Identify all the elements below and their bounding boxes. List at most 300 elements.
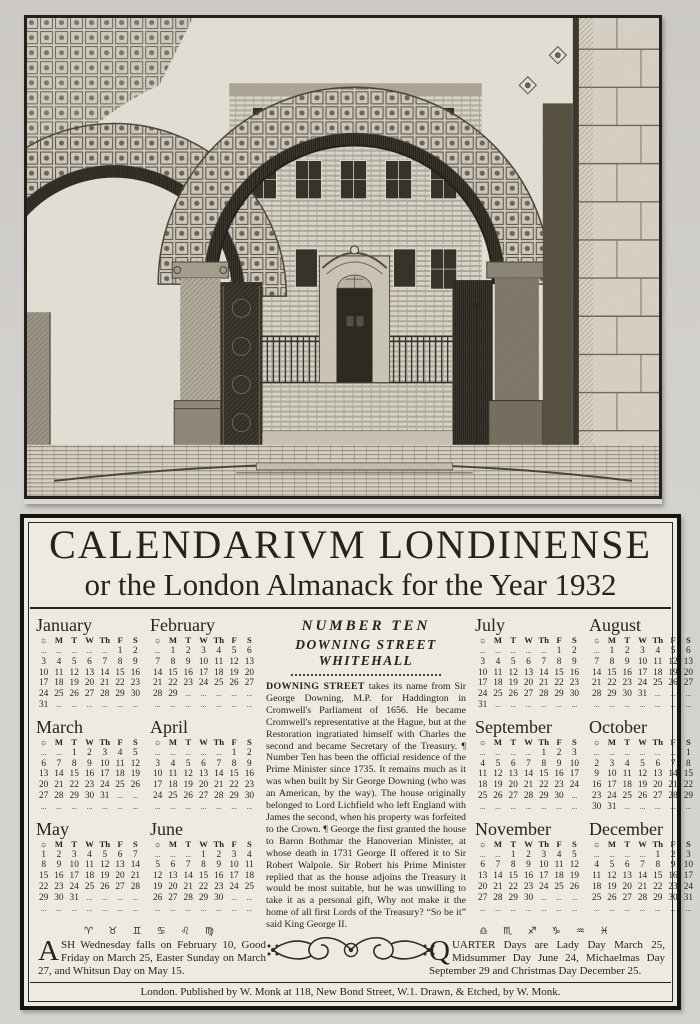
day-cell: ... xyxy=(495,849,501,859)
day-cell: 6 xyxy=(117,849,123,860)
day-cell: ... xyxy=(571,892,578,902)
weekday-header: W xyxy=(638,736,647,747)
day-cell: 31 xyxy=(38,699,49,710)
day-cell: 29 xyxy=(508,892,518,903)
weekday-header: T xyxy=(71,635,78,645)
weekday-header: ☼ xyxy=(39,635,48,645)
day-cell: ... xyxy=(525,801,532,811)
weekday-header: Th xyxy=(99,736,111,747)
day-cell: 12 xyxy=(229,656,239,667)
article-lead: DOWNING STREET xyxy=(266,681,365,692)
day-cell: 11 xyxy=(168,769,178,780)
day-cell: 29 xyxy=(683,790,693,801)
day-cell: 29 xyxy=(38,892,49,903)
day-cell: ... xyxy=(200,747,207,757)
day-cell: 6 xyxy=(655,758,661,769)
day-cell: 7 xyxy=(541,656,547,667)
weekday-header: Th xyxy=(213,635,225,645)
day-cell: 24 xyxy=(683,881,693,892)
day-cell: 16 xyxy=(130,667,140,678)
weekday-header-row xyxy=(589,635,696,646)
day-cell: 10 xyxy=(683,860,693,871)
day-cell: 21 xyxy=(130,871,140,882)
weekday-header: M xyxy=(493,635,502,645)
day-cell: ... xyxy=(670,689,676,699)
month-block xyxy=(150,616,257,711)
day-cell: 1 xyxy=(556,646,562,656)
day-cell: 17 xyxy=(152,780,163,791)
day-cell: 22 xyxy=(198,881,209,892)
day-cell: 6 xyxy=(201,758,206,769)
day-cell: 9 xyxy=(133,656,138,667)
weekday-header-row xyxy=(589,839,696,850)
day-cell: 7 xyxy=(185,860,191,871)
weekday-header: S xyxy=(246,635,252,645)
day-cell: ... xyxy=(40,646,47,655)
weekday-header-row xyxy=(150,635,257,646)
weekday-header: M xyxy=(54,736,63,747)
day-cell: ... xyxy=(495,801,501,811)
weekday-header: F xyxy=(556,736,562,747)
day-cell: ... xyxy=(132,903,139,913)
weekday-header: F xyxy=(231,838,237,849)
weekday-header: F xyxy=(670,736,676,747)
day-cell: ... xyxy=(215,689,222,699)
day-cell: 2 xyxy=(216,849,222,860)
day-cell: 31 xyxy=(69,892,79,903)
day-cell: 1 xyxy=(609,646,615,656)
title-block xyxy=(30,518,671,609)
day-cell: 1 xyxy=(686,747,691,758)
weekday-header-row xyxy=(36,839,143,850)
day-cell: 24 xyxy=(539,881,549,892)
weekday-header: Th xyxy=(99,838,111,849)
day-cell: 24 xyxy=(607,790,617,801)
day-cell: 2 xyxy=(133,646,138,656)
day-cell: 28 xyxy=(591,689,602,700)
month-block xyxy=(36,718,143,813)
day-cell: 17 xyxy=(69,871,79,882)
day-cell: 17 xyxy=(569,769,579,780)
day-cell: 23 xyxy=(622,678,632,689)
month-name: November xyxy=(475,818,551,839)
day-cell: ... xyxy=(170,699,176,709)
day-cell: 20 xyxy=(38,780,49,791)
day-cell: 25 xyxy=(244,881,254,892)
downing-street-etching xyxy=(24,15,662,499)
day-cell: 13 xyxy=(508,769,518,780)
day-cell: ... xyxy=(670,801,676,811)
day-cell: 19 xyxy=(607,881,617,892)
day-cell: ... xyxy=(231,689,237,699)
day-cell: ... xyxy=(571,699,578,709)
day-cell: 5 xyxy=(572,849,577,860)
weekday-header: S xyxy=(132,635,138,645)
day-cell: ... xyxy=(639,849,646,859)
day-cell: 28 xyxy=(668,790,678,801)
weekday-header: W xyxy=(524,635,533,645)
day-cell: ... xyxy=(86,892,93,902)
dropcap-q: Q xyxy=(429,935,450,967)
weekday-header: F xyxy=(117,635,123,645)
day-cell: 19 xyxy=(668,667,678,678)
day-cell: ... xyxy=(185,689,192,699)
day-cell: 15 xyxy=(607,667,617,678)
day-cell: 8 xyxy=(201,860,206,871)
day-cell: 27 xyxy=(244,678,254,689)
day-cell: 26 xyxy=(152,892,163,903)
day-cell: 17 xyxy=(38,678,49,689)
page-subtitle: or the London Almanack for the Year 1932 xyxy=(84,567,617,602)
day-cell: 23 xyxy=(244,780,254,791)
day-cell: 17 xyxy=(637,667,648,678)
day-cell: 29 xyxy=(168,689,178,700)
day-cell: ... xyxy=(495,747,501,757)
weekday-header: Th xyxy=(538,635,550,645)
day-cell: 1 xyxy=(231,747,237,758)
day-cell: 28 xyxy=(214,790,224,801)
day-cell: ... xyxy=(639,903,646,913)
month-block xyxy=(475,616,582,711)
day-cell: 8 xyxy=(170,656,176,667)
day-cell: ... xyxy=(246,699,253,709)
day-cell: 9 xyxy=(670,860,676,871)
weekday-header-row xyxy=(475,737,582,748)
day-cell: 26 xyxy=(69,689,79,700)
day-cell: 3 xyxy=(231,849,237,860)
day-cell: 30 xyxy=(130,689,140,700)
weekday-header: F xyxy=(117,838,123,849)
day-cell: 20 xyxy=(523,678,534,689)
day-cell: 3 xyxy=(572,747,577,758)
day-cell: 1 xyxy=(201,849,206,860)
day-cell: ... xyxy=(40,801,47,811)
weekday-header: S xyxy=(132,736,138,747)
day-cell: 24 xyxy=(100,780,110,791)
weekday-header-row xyxy=(150,839,257,850)
weekday-header: ☼ xyxy=(592,838,601,849)
day-cell: 4 xyxy=(594,860,599,871)
day-cell: ... xyxy=(639,699,646,709)
day-cell: 25 xyxy=(493,689,503,700)
day-cell: 6 xyxy=(686,646,691,656)
day-cell: 26 xyxy=(130,780,140,791)
day-cell: 23 xyxy=(668,881,678,892)
day-cell: 14 xyxy=(539,667,549,678)
month-days-grid xyxy=(589,646,696,711)
day-cell: ... xyxy=(170,801,176,811)
day-cell: 30 xyxy=(622,689,632,700)
weekday-header: Th xyxy=(213,838,225,849)
day-cell: 12 xyxy=(668,656,678,667)
day-cell: 2 xyxy=(247,747,252,758)
day-cell: ... xyxy=(609,747,615,757)
day-cell: 15 xyxy=(683,769,693,780)
weekday-header: S xyxy=(685,736,691,747)
day-cell: 8 xyxy=(655,860,661,871)
day-cell: 4 xyxy=(117,747,123,758)
day-cell: ... xyxy=(231,801,237,811)
weekday-header: ☼ xyxy=(39,736,48,747)
day-cell: 7 xyxy=(526,758,531,769)
day-cell: 29 xyxy=(653,892,663,903)
day-cell: 2 xyxy=(670,849,676,860)
day-cell: ... xyxy=(40,747,47,757)
day-cell: 4 xyxy=(624,758,630,769)
day-cell: ... xyxy=(215,747,222,757)
day-cell: 30 xyxy=(523,892,534,903)
day-cell: ... xyxy=(154,646,161,655)
weekday-header: M xyxy=(607,635,616,645)
weekday-header: M xyxy=(493,838,502,849)
day-cell: 23 xyxy=(183,678,193,689)
day-cell: 14 xyxy=(493,871,503,882)
day-cell: 13 xyxy=(523,667,534,678)
day-cell: 31 xyxy=(683,892,693,903)
day-cell: ... xyxy=(246,903,253,913)
day-cell: ... xyxy=(101,646,108,655)
month-block xyxy=(589,616,696,711)
day-cell: ... xyxy=(495,699,501,709)
day-cell: 3 xyxy=(480,656,485,667)
day-cell: 11 xyxy=(554,860,564,871)
day-cell: 25 xyxy=(168,790,178,801)
day-cell: ... xyxy=(479,747,486,757)
month-block xyxy=(150,820,257,915)
day-cell: 30 xyxy=(54,892,64,903)
day-cell: 28 xyxy=(637,892,648,903)
day-cell: 6 xyxy=(87,656,92,667)
day-cell: ... xyxy=(86,903,93,913)
day-cell: 4 xyxy=(480,758,485,769)
day-cell: 27 xyxy=(38,790,49,801)
month-name: June xyxy=(150,818,183,839)
day-cell: ... xyxy=(654,689,661,699)
day-cell: 12 xyxy=(69,667,79,678)
day-cell: ... xyxy=(215,903,222,913)
weekday-header: W xyxy=(199,838,208,849)
weekday-header: T xyxy=(185,736,192,747)
weekday-header: F xyxy=(556,635,562,645)
day-cell: ... xyxy=(654,903,661,913)
day-cell: 17 xyxy=(539,871,549,882)
weekday-header: Th xyxy=(652,838,664,849)
day-cell: 20 xyxy=(653,780,663,791)
month-block xyxy=(36,616,143,711)
day-cell: ... xyxy=(479,849,486,859)
weekday-header: W xyxy=(524,838,533,849)
day-cell: 8 xyxy=(541,758,547,769)
article-body-text: takes its name from Sir George Downing, M.P. for Haddington in Cromwell's Parliament of 1656. He became Cromwell's representative at the Hague, but at the Restoration ingratiated himself with Charles the second and became Secretary of the Treasury. ¶ Number Ten has been the official residence of the Prime Minister since 1735. It remains much as it was when built by Sir George Downing (who was an American, by the way). The house originally belonged to Lord Lichfield who left England with James the second, when his property was forfeited to the Crown. ¶ George the first granted the house to Baron Bothmar the Hanoverian Minister, at whose death in 1731 George II offered it to Sir Robert Walpole. Sir Robert his Prime Minister replied that as the house adjoins the Treasury it would be most suitable, but he was unwilling to take it as a personal gift, Why not make it the home of all first Lords of the Treasury? “So be it” said King George II. xyxy=(266,681,467,931)
day-cell: ... xyxy=(185,903,192,913)
day-cell: 20 xyxy=(168,881,178,892)
day-cell: ... xyxy=(525,646,532,655)
day-cell: 11 xyxy=(244,860,254,871)
day-cell: 13 xyxy=(477,871,488,882)
day-cell: 28 xyxy=(523,790,534,801)
day-cell: 28 xyxy=(54,790,64,801)
day-cell: 6 xyxy=(510,758,516,769)
day-cell: 22 xyxy=(653,881,663,892)
day-cell: 20 xyxy=(477,881,488,892)
day-cell: 3 xyxy=(640,646,645,656)
day-cell: 5 xyxy=(609,860,615,871)
day-cell: ... xyxy=(593,747,600,757)
day-cell: 3 xyxy=(609,758,615,769)
day-cell: 22 xyxy=(683,780,693,791)
day-cell: 28 xyxy=(100,689,110,700)
weekday-header: M xyxy=(493,736,502,747)
day-cell: 23 xyxy=(214,881,224,892)
day-cell: 19 xyxy=(130,769,140,780)
month-days-grid xyxy=(36,748,143,813)
day-cell: ... xyxy=(624,699,631,709)
month-name: February xyxy=(150,615,215,635)
easter-note-text: SH Wednesday falls on February 10, Good Friday on March 25, Easter Sunday on March 27, and Whitsun Day on May 15. xyxy=(38,939,266,977)
day-cell: 5 xyxy=(155,860,160,871)
day-cell: 18 xyxy=(653,667,663,678)
day-cell: 18 xyxy=(591,881,602,892)
day-cell: ... xyxy=(56,801,62,811)
zodiac-ornaments-right: ♎ ♏ ♐ ♑ ♒ ♓ xyxy=(479,926,615,937)
weekday-header: S xyxy=(571,838,577,849)
weekday-header-row xyxy=(475,635,582,646)
day-cell: 22 xyxy=(115,678,125,689)
day-cell: 20 xyxy=(683,667,693,678)
day-cell: ... xyxy=(117,903,123,913)
day-cell: 14 xyxy=(668,769,678,780)
day-cell: ... xyxy=(571,790,578,800)
day-cell: ... xyxy=(540,801,547,811)
day-cell: ... xyxy=(556,903,562,913)
day-cell: 18 xyxy=(214,667,224,678)
day-cell: 11 xyxy=(115,758,125,769)
day-cell: ... xyxy=(117,892,123,902)
month-days-grid xyxy=(36,850,143,915)
day-cell: ... xyxy=(154,747,161,757)
day-cell: 19 xyxy=(69,678,79,689)
month-block xyxy=(589,718,696,813)
day-cell: 14 xyxy=(214,769,224,780)
day-cell: 13 xyxy=(244,656,254,667)
day-cell: 7 xyxy=(102,656,108,667)
day-cell: 17 xyxy=(477,678,488,689)
day-cell: ... xyxy=(71,646,78,655)
day-cell: 18 xyxy=(84,871,95,882)
day-cell: 7 xyxy=(155,656,160,667)
day-cell: 19 xyxy=(493,780,503,791)
day-cell: 11 xyxy=(622,769,632,780)
day-cell: 7 xyxy=(495,860,501,871)
day-cell: 28 xyxy=(183,892,193,903)
day-cell: 4 xyxy=(556,849,562,860)
day-cell: 31 xyxy=(100,790,110,801)
weekday-header: Th xyxy=(652,635,664,645)
day-cell: 15 xyxy=(554,667,564,678)
day-cell: 5 xyxy=(185,758,191,769)
day-cell: 24 xyxy=(69,881,79,892)
day-cell: 14 xyxy=(54,769,64,780)
day-cell: ... xyxy=(593,903,600,913)
day-cell: 13 xyxy=(653,769,663,780)
day-cell: ... xyxy=(685,903,692,913)
day-cell: 17 xyxy=(229,871,239,882)
weekday-header: Th xyxy=(538,838,550,849)
day-cell: 29 xyxy=(229,790,239,801)
day-cell: 6 xyxy=(624,860,630,871)
day-cell: 19 xyxy=(508,678,518,689)
day-cell: 31 xyxy=(607,801,617,812)
day-cell: 9 xyxy=(56,860,62,871)
day-cell: 18 xyxy=(168,780,178,791)
day-cell: 18 xyxy=(493,678,503,689)
day-cell: 26 xyxy=(493,790,503,801)
day-cell: 10 xyxy=(69,860,79,871)
day-cell: 26 xyxy=(569,881,579,892)
day-cell: 9 xyxy=(526,860,531,871)
day-cell: 23 xyxy=(554,780,564,791)
day-cell: 8 xyxy=(117,656,123,667)
weekday-header: ☼ xyxy=(153,736,162,747)
day-cell: ... xyxy=(654,747,661,757)
weekday-header: M xyxy=(168,635,177,645)
weekday-header: S xyxy=(246,838,252,849)
day-cell: 25 xyxy=(591,892,602,903)
day-cell: 8 xyxy=(71,758,77,769)
weekday-header: T xyxy=(624,838,631,849)
day-cell: 25 xyxy=(84,881,95,892)
article-column xyxy=(266,616,466,931)
month-days-grid xyxy=(36,646,143,711)
day-cell: ... xyxy=(132,801,139,811)
weekday-header: ☼ xyxy=(153,635,162,645)
day-cell: ... xyxy=(495,646,501,655)
day-cell: 8 xyxy=(686,758,691,769)
day-cell: 11 xyxy=(653,656,663,667)
article-body xyxy=(266,681,466,931)
day-cell: 16 xyxy=(668,871,678,882)
day-cell: 28 xyxy=(130,881,140,892)
day-cell: 12 xyxy=(508,667,518,678)
day-cell: 31 xyxy=(477,699,488,710)
day-cell: 11 xyxy=(493,667,503,678)
etching-illustration xyxy=(24,15,662,504)
day-cell: ... xyxy=(525,903,532,913)
day-cell: 9 xyxy=(624,656,630,667)
day-cell: ... xyxy=(215,801,222,811)
day-cell: 21 xyxy=(668,780,678,791)
day-cell: ... xyxy=(117,790,123,800)
weekday-header: T xyxy=(185,838,192,849)
day-cell: ... xyxy=(654,801,661,811)
day-cell: 4 xyxy=(87,849,92,860)
weekday-header: Th xyxy=(213,736,225,747)
day-cell: ... xyxy=(185,747,192,757)
day-cell: ... xyxy=(593,699,600,709)
day-cell: 13 xyxy=(622,871,632,882)
day-cell: ... xyxy=(525,699,532,709)
day-cell: 24 xyxy=(198,678,209,689)
day-cell: 7 xyxy=(133,849,138,860)
day-cell: ... xyxy=(624,849,631,859)
day-cell: 13 xyxy=(84,667,95,678)
day-cell: 16 xyxy=(244,769,254,780)
month-block xyxy=(36,820,143,915)
day-cell: ... xyxy=(556,801,562,811)
day-cell: 26 xyxy=(100,881,110,892)
article-heading: NUMBER TEN xyxy=(301,618,431,634)
day-cell: 12 xyxy=(637,769,648,780)
